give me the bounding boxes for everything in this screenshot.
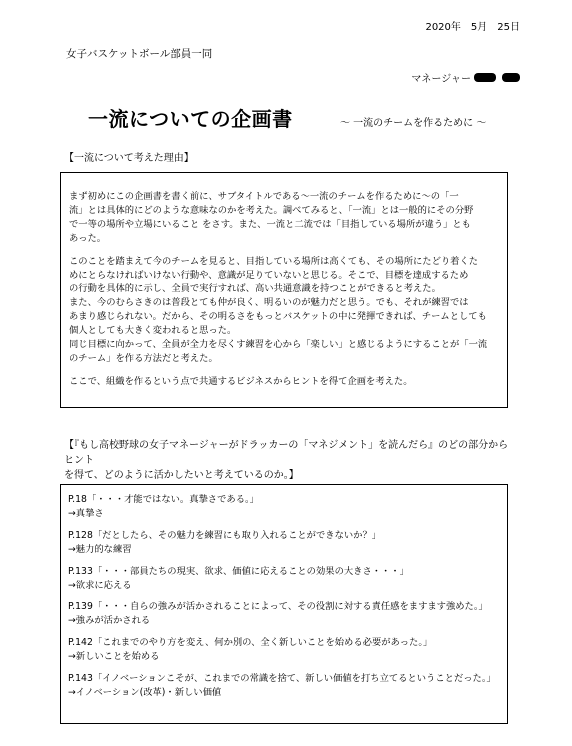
hints-box [60, 484, 508, 724]
quote-reference: P.133「・・・部員たちの現実、欲求、価値に応えることの効果の大きさ・・・」 [68, 565, 409, 577]
quote-lesson: →新しいことを始める [68, 651, 160, 663]
quote-reference: P.128「だとしたら、その魅力を練習にも取り入れることができないか？」 [68, 529, 382, 541]
reasons-box [60, 172, 508, 408]
quote-reference: P.142「これまでのやり方を変え、何か別の、全く新しいことを始める必要があった。」 [68, 637, 433, 649]
document-subtitle: ～ 一流のチームを作るために ～ [340, 118, 487, 129]
author-role: マネージャー [411, 74, 471, 85]
quote-lesson: →魅力的な練習 [68, 543, 132, 555]
document-date: 2020年 5月 25日 [425, 22, 520, 33]
quote-item [68, 672, 507, 700]
quote-item [68, 529, 507, 557]
quote-lesson: →真摯さ [68, 507, 104, 519]
reasons-paragraph: まず初めにこの企画書を書く前に、サブタイトルである～一流のチームを作るために～の「一 流」とは具体的にどのような意味なのかを考えた。調べてみると、「一流」とは一般的にその分野 で一等の場所や立場にいること をさす。また、一流と二流では「目指している場所が違う」とも あった。 [69, 191, 474, 244]
quote-item [68, 636, 507, 664]
document-title: 一流についての企画書 [88, 107, 293, 131]
reasons-paragraph: このことを踏まえて今のチームを見ると、目指している場所は高くても、その場所にたどり着くた めにとらなければいけない行動や、意識が足りていないと思じる。そこで、目標を達成するため の行動を具体的に示し、全員で実行すれば、高い共通意識を持つことができると考えた。 また、今のむらさきのは普段とても仲が良く、明るいのが魅力だと思う。でも、それが練習では あまり感じられない。だから、その明るさをもっとバスケットの中に発揮できれば、チームとしても 個人としても大きく変われると思った。 同じ目標に向かって、全員が全力を尽くす練習を心から「楽しい」と感じるようにすることが「一流 のチーム」を作る方法だと考えた。 [69, 255, 488, 364]
section-heading-hints: 【『もし高校野球の女子マネージャーがドラッカーの「マネジメント」を読んだら』のどの部分からヒント を得て、どのように活かしたいと考えているのか。】 [64, 440, 509, 481]
redacted-name-mark [474, 73, 496, 82]
quote-reference: P.143「イノベーションこそが、これまでの常識を捨て、新しい価値を打ち立てるということだった。」 [68, 673, 496, 685]
quote-item [68, 565, 507, 593]
quote-lesson: →イノベーション(改革)・新しい価値 [68, 686, 222, 698]
quote-item [68, 493, 507, 521]
quote-lesson: →強みが活かされる [68, 615, 151, 627]
section-heading-reasons: 【一流について考えた理由】 [64, 153, 194, 164]
quote-item [68, 600, 507, 628]
redacted-name-mark [502, 73, 520, 82]
author-line [411, 70, 520, 85]
quote-lesson: →欲求に応える [68, 579, 132, 591]
reasons-paragraph: ここで、組織を作るという点で共通するビジネスからヒントを得て企画を考えた。 [69, 375, 413, 387]
quote-reference: P.18「・・・才能ではない。真摯さである。」 [68, 494, 259, 505]
quote-reference: P.139「・・・自らの強みが活かされることによって、その役割に対する責任感をますます強めた。」 [68, 601, 488, 613]
addressee: 女子バスケットボール部員一同 [66, 48, 213, 60]
